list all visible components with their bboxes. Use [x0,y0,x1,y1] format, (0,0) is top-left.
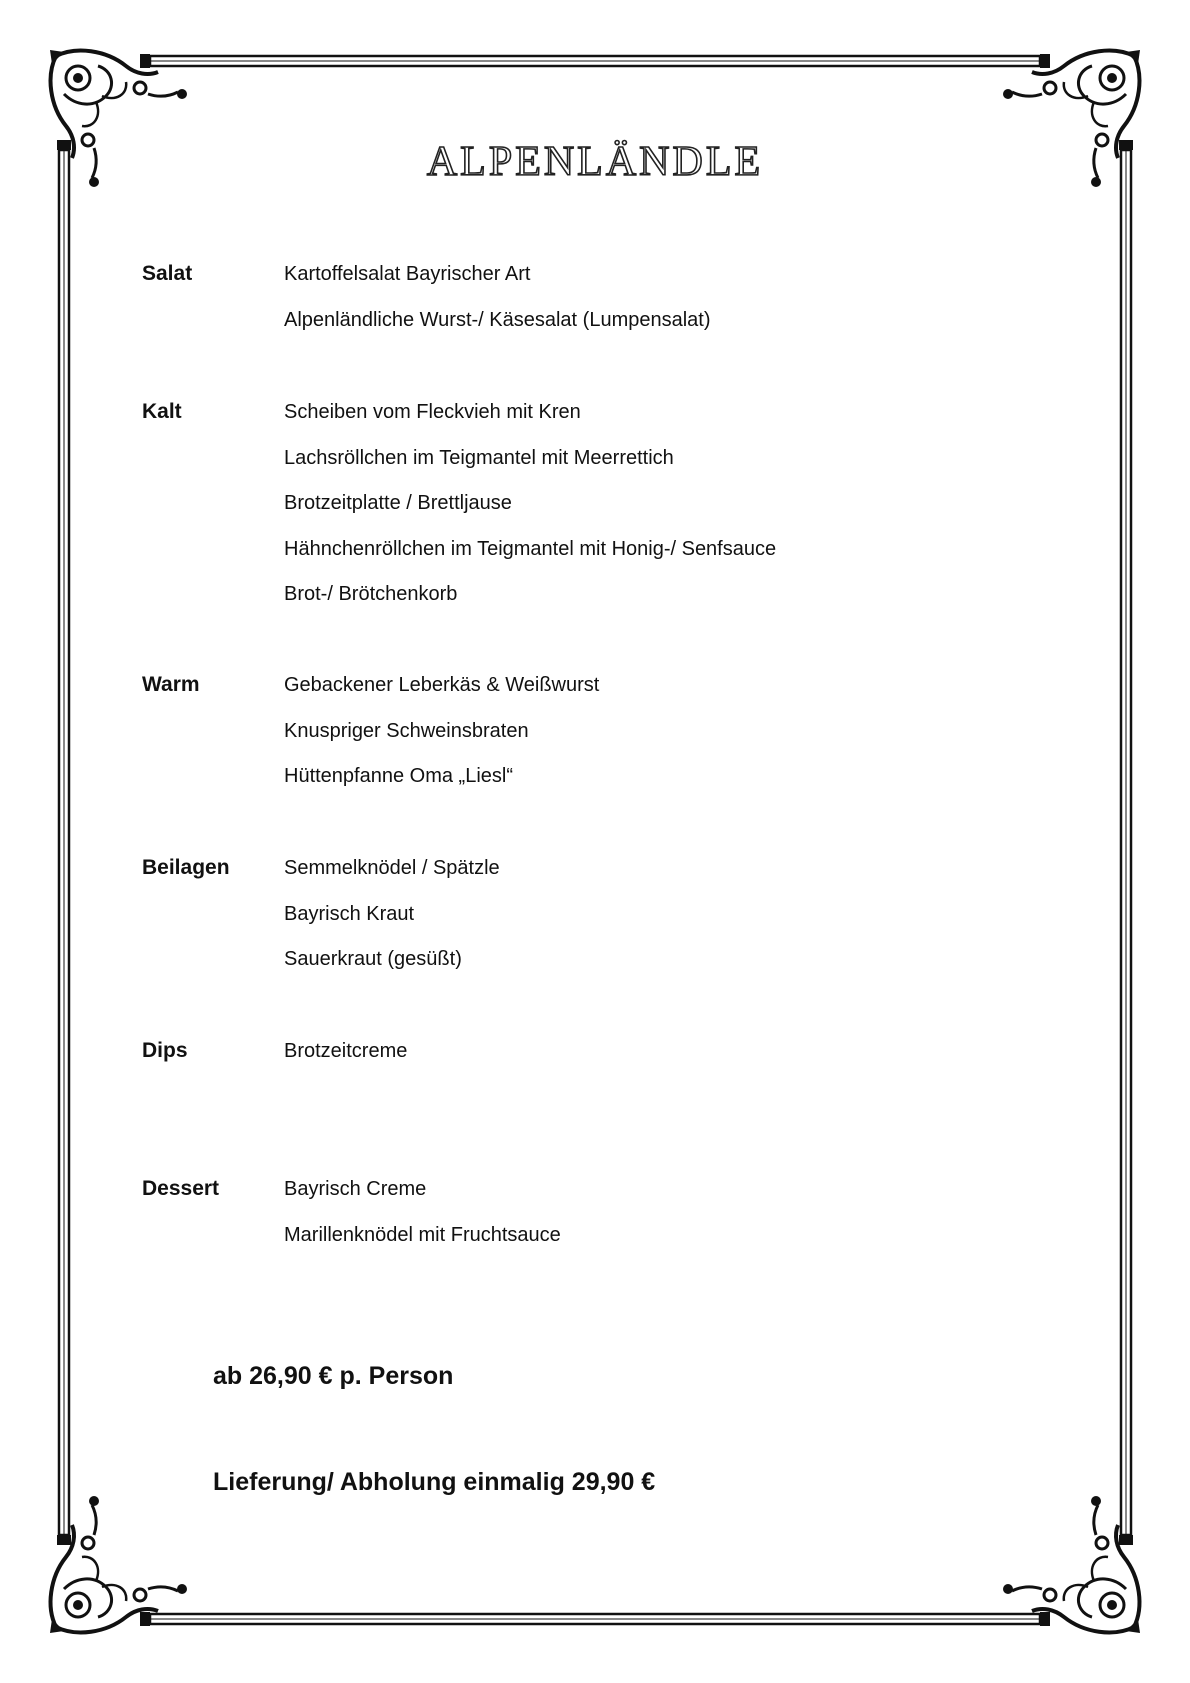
item-list [284,262,711,353]
item-list [284,1039,407,1085]
menu-item: Alpenländliche Wurst-/ Käsesalat (Lumpensalat) [284,308,711,331]
menu-item: Semmelknödel / Spätzle [284,857,500,879]
section-label: Kalt [142,400,182,423]
menu-item: Bayrisch Kraut [284,902,415,925]
section-label: Warm [142,673,200,696]
menu-item: Brot-/ Brötchenkorb [284,583,458,605]
menu-item: Marillenknödel mit Fruchtsauce [284,1223,561,1246]
menu-item: Bayrisch Creme [284,1178,427,1200]
section-label: Beilagen [142,856,230,879]
menu-item: Knuspriger Schweinsbraten [284,719,529,742]
page-title: ALPENLÄNDLE [426,139,764,185]
section-label: Dips [142,1039,188,1062]
item-list [284,856,500,993]
menu-item: Hähnchenröllchen im Teigmantel mit Honig-/ Senfsauce [284,537,777,560]
menu-item: Sauerkraut (gesüßt) [284,948,462,970]
price-per-person: ab 26,90 € p. Person [213,1362,454,1390]
delivery-fee: Lieferung/ Abholung einmalig 29,90 € [213,1468,656,1496]
menu-item: Brotzeitplatte / Brettljause [284,492,512,514]
menu-item: Lachsröllchen im Teigmantel mit Meerrettich [284,446,674,469]
menu-item: Kartoffelsalat Bayrischer Art [284,263,531,285]
section-label: Dessert [142,1177,220,1200]
menu-item: Gebackener Leberkäs & Weißwurst [284,674,600,696]
menu-item: Brotzeitcreme [284,1040,408,1062]
item-list [284,400,776,628]
item-list [284,1177,561,1268]
item-list [284,673,599,810]
menu-item: Hüttenpfanne Oma „Liesl“ [284,765,514,787]
menu-item: Scheiben vom Fleckvieh mit Kren [284,401,581,423]
section-label: Salat [142,262,193,285]
